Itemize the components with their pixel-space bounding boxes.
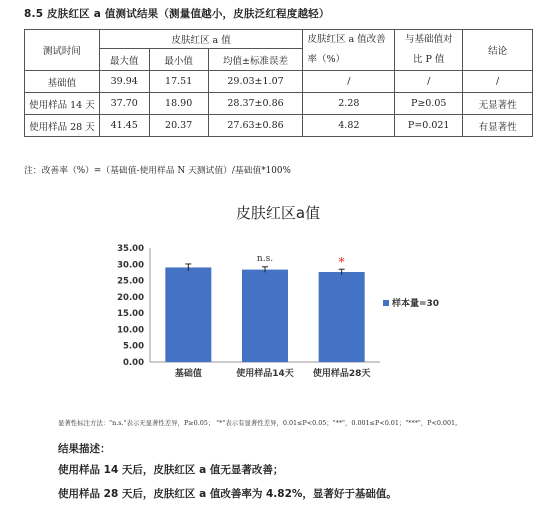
header-improve: 皮肤红区 a 值改善率（%） (303, 30, 395, 71)
x-tick-label: 使用样品14天 (236, 369, 294, 379)
bar (165, 267, 211, 362)
summary-line-28d: 使用样品 28 天后，皮肤红区 a 值改善率为 4.82%，显著好于基础值。 (58, 488, 397, 500)
significance-label: n.s. (256, 253, 274, 264)
header-group: 皮肤红区 a 值 (99, 30, 303, 49)
y-tick-label: 0.00 (123, 358, 144, 368)
x-tick-label: 使用样品28天 (312, 369, 371, 379)
cell-max: 39.94 (99, 71, 149, 93)
y-tick-label: 10.00 (117, 325, 144, 336)
header-mean: 均值±标准误差 (208, 49, 303, 71)
cell-time: 使用样品 28 天 (25, 115, 100, 137)
cell-improve: / (303, 71, 395, 93)
table-note: 注：改善率（%）=（基础值-使用样品 N 天测试值）/基础值*100% (24, 166, 291, 176)
table-row (25, 93, 533, 115)
cell-improve: 4.82 (303, 115, 395, 137)
legend-swatch (383, 300, 389, 306)
cell-time: 基础值 (25, 71, 100, 93)
cell-time: 使用样品 14 天 (25, 93, 100, 115)
significance-note: 显著性标注方法："n.s."表示无显著性差异，P≥0.05； "*"表示有显著性差异，0.01≤P<0.05；"**"，0.001≤P<0.01；"***"，P<0.001。 (58, 419, 462, 427)
cell-pvalue: P=0.021 (395, 115, 463, 137)
y-tick-label: 30.00 (117, 260, 144, 271)
header-pvalue: 与基础值对比 P 值 (395, 30, 463, 71)
cell-conclusion: 有显著性 (463, 115, 533, 137)
results-table (24, 29, 533, 137)
x-tick-label: 基础值 (174, 369, 202, 379)
table-row (25, 71, 533, 93)
bar (319, 272, 365, 362)
header-max: 最大值 (99, 49, 149, 71)
bar-chart (0, 220, 556, 390)
cell-max: 41.45 (99, 115, 149, 137)
legend-label: 样本量=30 (392, 299, 440, 309)
header-conclusion: 结论 (463, 30, 533, 71)
summary-line-14d: 使用样品 14 天后，皮肤红区 a 值无显著改善； (58, 464, 284, 476)
cell-improve: 2.28 (303, 93, 395, 115)
cell-pvalue: P≥0.05 (395, 93, 463, 115)
cell-min: 20.37 (149, 115, 208, 137)
header-min: 最小值 (149, 49, 208, 71)
section-title: 8.5 皮肤红区 a 值测试结果（测量值越小，皮肤泛红程度越轻） (24, 8, 330, 20)
significance-label: * (338, 255, 345, 270)
y-tick-label: 35.00 (117, 244, 144, 254)
header-time: 测试时间 (25, 30, 100, 71)
cell-max: 37.70 (99, 93, 149, 115)
bar (242, 270, 288, 362)
y-tick-label: 5.00 (123, 341, 144, 352)
y-tick-label: 20.00 (117, 292, 144, 303)
cell-conclusion: 无显著性 (463, 93, 533, 115)
table-row (25, 115, 533, 137)
chart-title: 皮肤红区a值 (235, 204, 321, 222)
cell-min: 17.51 (149, 71, 208, 93)
cell-mean: 28.37±0.86 (208, 93, 303, 115)
cell-conclusion: / (463, 71, 533, 93)
cell-mean: 29.03±1.07 (208, 71, 303, 93)
cell-min: 18.90 (149, 93, 208, 115)
y-tick-label: 15.00 (117, 309, 144, 320)
summary-title: 结果描述： (58, 443, 111, 455)
cell-pvalue: / (395, 71, 463, 93)
cell-mean: 27.63±0.86 (208, 115, 303, 137)
y-tick-label: 25.00 (117, 276, 144, 287)
